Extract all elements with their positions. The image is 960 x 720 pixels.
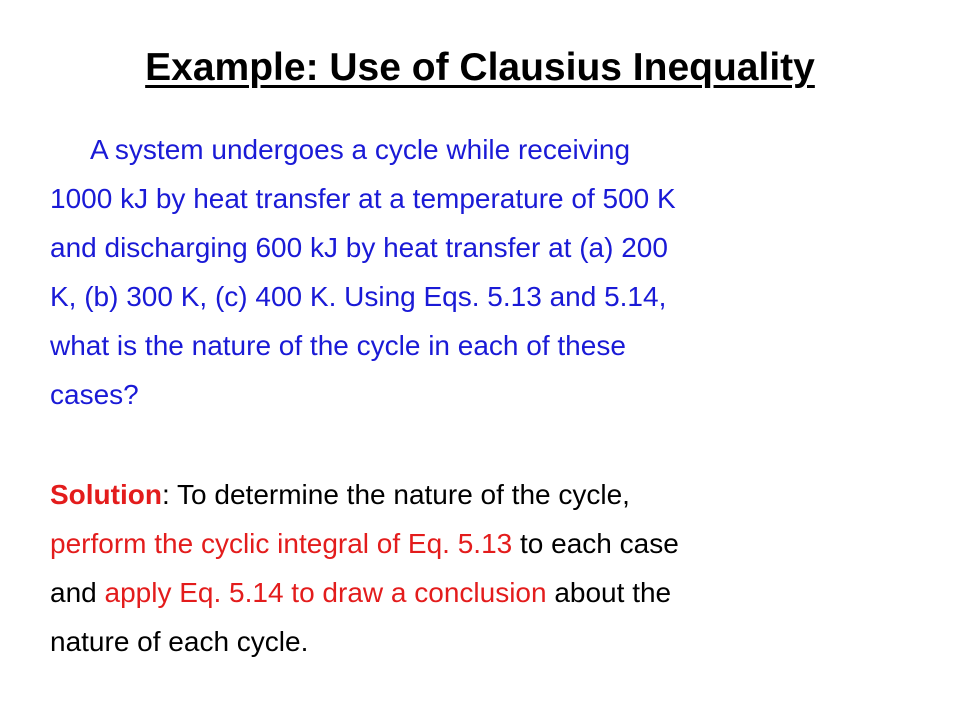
problem-line-5: what is the nature of the cycle in each of these — [50, 330, 626, 361]
solution-highlight-2: apply Eq. 5.14 to draw a conclusion — [104, 577, 547, 608]
solution-line-3-text-b: about the — [546, 577, 672, 608]
solution-highlight-1: perform the cyclic integral of Eq. 5.13 — [50, 528, 513, 559]
solution-line-3 — [50, 568, 671, 617]
solution-label: Solution — [50, 479, 162, 510]
problem-line-4: K, (b) 300 K, (c) 400 K. Using Eqs. 5.13 and 5.14, — [50, 281, 667, 312]
solution-line-2-text: to each case — [512, 528, 679, 559]
problem-line-1: A system undergoes a cycle while receiving — [90, 134, 631, 165]
problem-line-6: cases? — [50, 379, 139, 410]
solution-line-4: nature of each cycle. — [50, 626, 309, 657]
problem-line-2: 1000 kJ by heat transfer at a temperature of 500 K — [50, 183, 676, 214]
problem-line-3: and discharging 600 kJ by heat transfer at (a) 200 — [50, 232, 668, 263]
solution-line-1 — [50, 470, 630, 519]
slide-title: Example: Use of Clausius Inequality — [145, 46, 815, 89]
solution-line-2 — [50, 519, 679, 568]
solution-line-3-text-a: and — [50, 577, 105, 608]
solution-line-1-text: : To determine the nature of the cycle, — [161, 479, 630, 510]
